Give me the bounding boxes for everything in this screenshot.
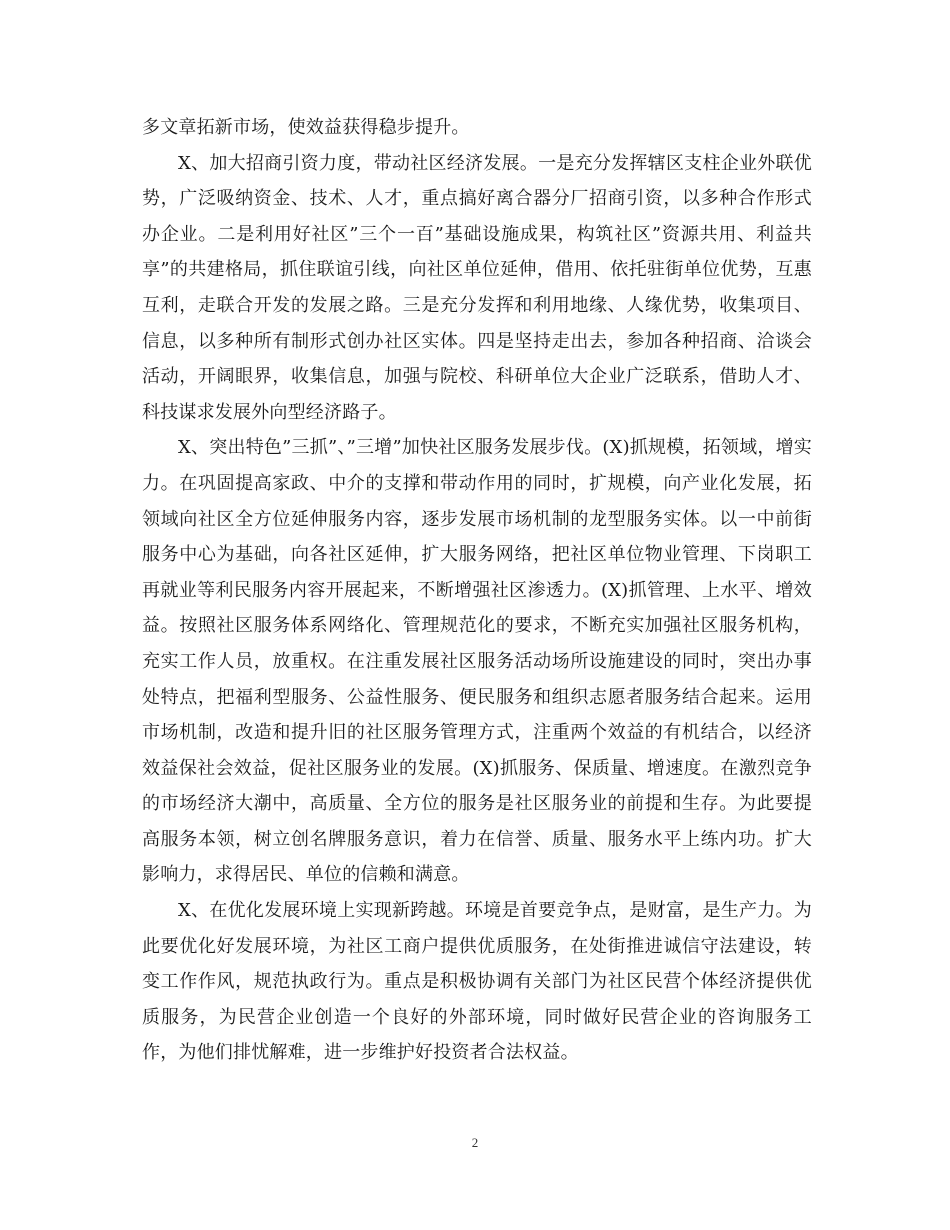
page-number: 2: [471, 1135, 479, 1150]
paragraph-community-service: X、突出特色”三抓”、”三增”加快社区服务发展步伐。(X)抓规模，拓领域，增实力。在巩固提高家政、中介的支撑和带动作用的同时，扩规模，向产业化发展，拓领域向社区全方位延伸服务内容，逐步发展市场机制的龙型服务实体。以一中前街服务中心为基础，向各社区延伸，扩大服务网络，把社区单位物业管理、下岗职工再就业等利民服务内容开展起来，不断增强社区渗透力。(X)抓管理、上水平、增效益。按照社区服务体系网络化、管理规范化的要求，不断充实加强社区服务机构，充实工作人员，放重权。在注重发展社区服务活动场所设施建设的同时，突出办事处特点，把福利型服务、公益性服务、便民服务和组织志愿者服务结合起来。运用市场机制，改造和提升旧的社区服务管理方式，注重两个效益的有机结合，以经济效益保社会效益，促社区服务业的发展。(X)抓服务、保质量、增速度。在激烈竞争的市场经济大潮中，高质量、全方位的服务是社区服务业的前提和生存。为此要提高服务本领，树立创名牌服务意识，着力在信誉、质量、服务水平上练内功。扩大影响力，求得居民、单位的信赖和满意。: [142, 437, 812, 886]
paragraph-investment: X、加大招商引资力度，带动社区经济发展。一是充分发挥辖区支柱企业外联优势，广泛吸纳资金、技术、人才，重点搞好离合器分厂招商引资，以多种合作形式办企业。二是利用好社区”三个一百”基础设施成果，构筑社区”资源共用、利益共享”的共建格局，抓住联谊引线，向社区单位延伸，借用、依托驻街单位优势，互惠互利，走联合开发的发展之路。三是充分发挥和利用地缘、人缘优势，收集项目、信息，以多种所有制形式创办社区实体。四是坚持走出去，参加各种招商、洽谈会活动，开阔眼界，收集信息，加强与院校、科研单位大企业广泛联系，借助人才、科技谋求发展外向型经济路子。: [142, 152, 812, 423]
paragraph-continuation: 多文章拓新市场，使效益获得稳步提升。: [142, 117, 470, 138]
body-text: [142, 110, 812, 1071]
paragraph-environment: X、在优化发展环境上实现新跨越。环境是首要竞争点，是财富，是生产力。为此要优化好发展环境，为社区工商户提供优质服务，在处街推进诚信守法建设，转变工作作风，规范执政行为。重点是积极协调有关部门为社区民营个体经济提供优质服务，为民营企业创造一个良好的外部环境，同时做好民营企业的咨询服务工作，为他们排忧解难，进一步维护好投资者合法权益。: [142, 900, 812, 1064]
